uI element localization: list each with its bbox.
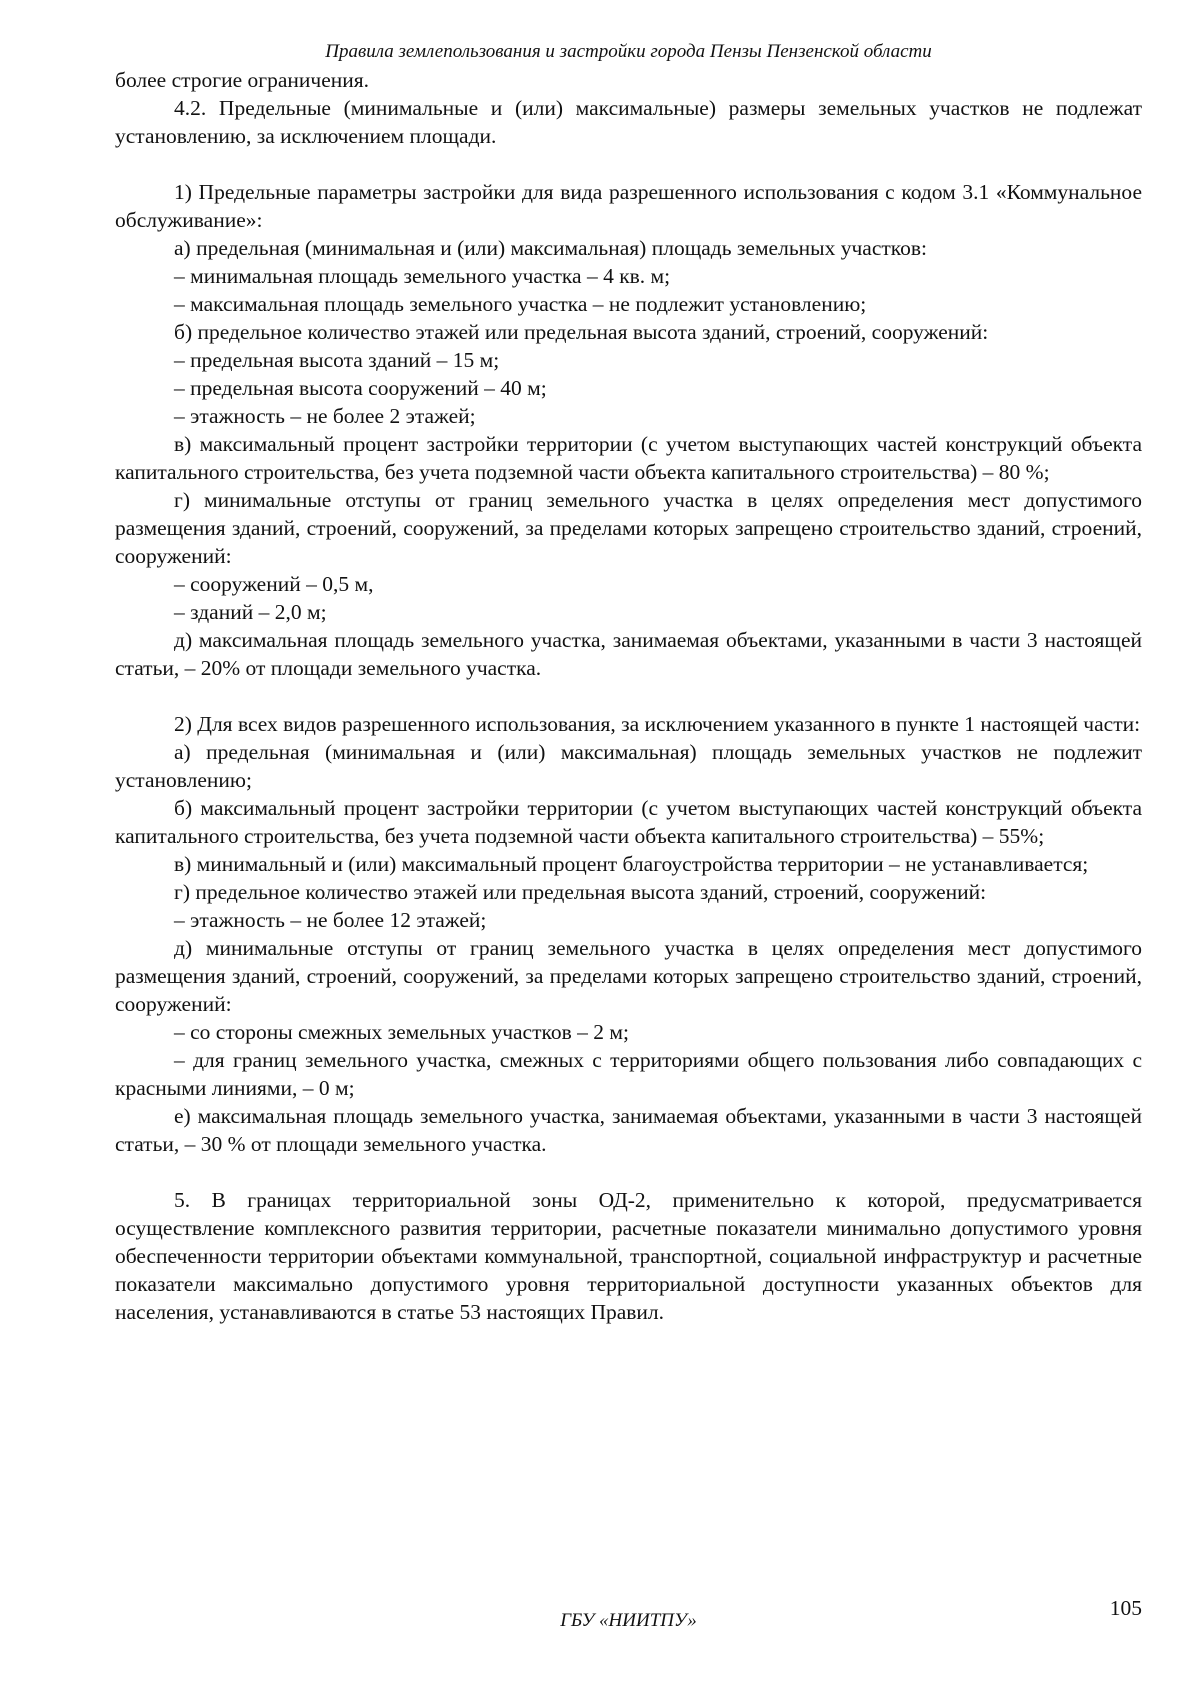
- paragraph-gap: [115, 1158, 1142, 1186]
- section-1-item-b-1: – предельная высота зданий – 15 м;: [174, 348, 500, 372]
- section-2-item-d-1: – со стороны смежных земельных участков – 2 м;: [174, 1020, 629, 1044]
- section-1-item-g: г) минимальные отступы от границ земельного участка в целях определения мест допустимого размещения зданий, строений, сооружений, за пределами которых запрещено строительство зданий, строений, сооружений:: [115, 488, 1142, 568]
- footer-organization: ГБУ «НИИТПУ»: [560, 1610, 697, 1631]
- section-2-item-a: а) предельная (минимальная и (или) максимальная) площадь земельных участков не подлежит установлению;: [115, 740, 1142, 792]
- section-1-item-b: б) предельное количество этажей или предельная высота зданий, строений, сооружений:: [174, 320, 989, 344]
- paragraph-gap: [115, 150, 1142, 178]
- paragraph-5: 5. В границах территориальной зоны ОД-2, применительно к которой, предусматривается осуществление комплексного развития территории, расчетные показатели минимально допустимого уровня обеспеченности территории объектами коммунальной, транспортной, социальной инфраструктур и расчетные показатели максимально допустимого уровня территориальной доступности указанных объектов для населения, устанавливаются в статье 53 настоящих Правил.: [115, 1188, 1142, 1324]
- section-2-item-g: г) предельное количество этажей или предельная высота зданий, строений, сооружений:: [174, 880, 987, 904]
- section-2-item-d-2: – для границ земельного участка, смежных с территориями общего пользования либо совпадающих с красными линиями, – 0 м;: [115, 1048, 1142, 1100]
- section-2-item-b: б) максимальный процент застройки территории (с учетом выступающих частей конструкций объекта капитального строительства, без учета подземной части объекта капитального строительства) – 55%;: [115, 796, 1142, 848]
- section-1-item-d: д) максимальная площадь земельного участка, занимаемая объектами, указанными в части 3 настоящей статьи, – 20% от площади земельного участка.: [115, 628, 1142, 680]
- document-body: [115, 66, 1142, 1326]
- continuation-line: более строгие ограничения.: [115, 68, 370, 92]
- section-1-item-v: в) максимальный процент застройки территории (с учетом выступающих частей конструкций объекта капитального строительства, без учета подземной части объекта капитального строительства) – 80 %;: [115, 432, 1142, 484]
- section-1-item-g-2: – зданий – 2,0 м;: [174, 600, 327, 624]
- section-1-item-a-1: – минимальная площадь земельного участка – 4 кв. м;: [174, 264, 671, 288]
- section-2-item-e: е) максимальная площадь земельного участка, занимаемая объектами, указанными в части 3 настоящей статьи, – 30 % от площади земельного участка.: [115, 1104, 1142, 1156]
- section-1-item-g-1: – сооружений – 0,5 м,: [174, 572, 374, 596]
- paragraph-4-2: 4.2. Предельные (минимальные и (или) максимальные) размеры земельных участков не подлежат установлению, за исключением площади.: [115, 96, 1142, 148]
- section-1-item-a: а) предельная (минимальная и (или) максимальная) площадь земельных участков:: [174, 236, 927, 260]
- section-1-item-b-3: – этажность – не более 2 этажей;: [174, 404, 476, 428]
- section-2-intro: 2) Для всех видов разрешенного использования, за исключением указанного в пункте 1 настоящей части:: [174, 712, 1141, 736]
- section-1-intro: 1) Предельные параметры застройки для вида разрешенного использования с кодом 3.1 «Коммунальное обслуживание»:: [115, 180, 1142, 232]
- section-1-item-a-2: – максимальная площадь земельного участка – не подлежит установлению;: [174, 292, 867, 316]
- paragraph-gap: [115, 682, 1142, 710]
- page-number: 105: [1109, 1596, 1142, 1620]
- running-header: Правила землепользования и застройки города Пензы Пензенской области: [325, 41, 932, 62]
- section-2-item-g-1: – этажность – не более 12 этажей;: [174, 908, 487, 932]
- section-1-item-b-2: – предельная высота сооружений – 40 м;: [174, 376, 547, 400]
- section-2-item-v: в) минимальный и (или) максимальный процент благоустройства территории – не устанавливается;: [174, 852, 1089, 876]
- section-2-item-d: д) минимальные отступы от границ земельного участка в целях определения мест допустимого размещения зданий, строений, сооружений, за пределами которых запрещено строительство зданий, строений, сооружений:: [115, 936, 1142, 1016]
